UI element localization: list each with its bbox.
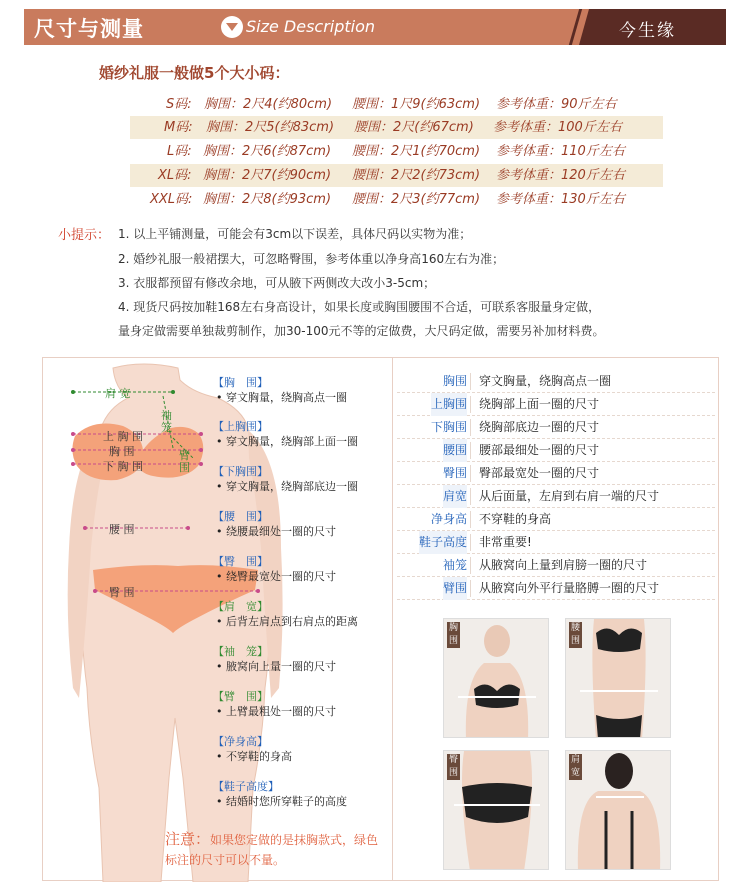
- figure-label-bust: 胸 围: [109, 445, 135, 458]
- glossary-term: 胸围: [442, 374, 467, 388]
- glossary-row: [397, 462, 715, 485]
- glossary-def: 不穿鞋的身高: [479, 512, 552, 526]
- photo-tag: 肩宽: [570, 755, 580, 778]
- size-waist: 腰围：1尺9(约63cm): [352, 97, 481, 112]
- figure-label-sleeve: 袖 笼: [161, 409, 172, 434]
- glossary-def: 从后面量，左肩到右肩一端的尺寸: [479, 489, 660, 503]
- size-code: S码:: [166, 97, 192, 112]
- legend-term: 【袖 笼】: [213, 645, 268, 658]
- divider: [470, 442, 471, 459]
- size-code: XXL码:: [150, 192, 193, 207]
- legend-desc: • 绕腰最细处一圈的尺寸: [216, 525, 336, 538]
- glossary-def: 绕胸部上面一圈的尺寸: [479, 397, 600, 411]
- tip-item: 4. 现货尺码按加鞋168左右身高设计，如果长度或胸围腰围不合适，可联系客服量身定做，: [118, 300, 601, 314]
- figure-label-under-bust: 下 胸 围: [103, 460, 143, 473]
- legend-desc: • 结婚时您所穿鞋子的高度: [216, 795, 347, 808]
- glossary-term: 臂围: [443, 577, 467, 600]
- glossary-def: 从腋窝向上量到肩膀一圈的尺寸: [479, 558, 648, 572]
- legend-term: 【胸 围】: [213, 376, 268, 389]
- tip-item: 2. 婚纱礼服一般裙摆大，可忽略臀围，参考体重以净身高160左右为准；: [118, 252, 505, 266]
- legend-desc: • 穿文胸量，绕胸高点一圈: [216, 391, 347, 404]
- size-weight: 参考体重：130斤左右: [496, 192, 625, 207]
- tips-label: 小提示：: [58, 228, 111, 243]
- legend-term: 【臀 围】: [213, 555, 268, 568]
- divider: [470, 488, 471, 505]
- legend-desc: • 穿文胸量，绕胸部上面一圈: [216, 435, 358, 448]
- glossary-term: 下胸围: [430, 420, 467, 434]
- glossary-row: [397, 370, 715, 393]
- tip-item: 1. 以上平铺测量，可能会有3cm以下误差，具体尺码以实物为准；: [118, 227, 472, 241]
- size-weight: 参考体重：120斤左右: [496, 168, 625, 183]
- figure-label-shoulder: 肩 宽: [105, 387, 131, 400]
- figure-label-hip: 臀 围: [109, 586, 135, 599]
- size-waist: 腰围：2尺(约67cm): [354, 120, 474, 135]
- note-body: 如果您定做的是抹胸款式，绿色标注的尺寸可以不量。: [165, 833, 379, 867]
- divider: [470, 373, 471, 390]
- size-bust: 胸围：2尺6(约87cm): [203, 144, 332, 159]
- size-bust: 胸围：2尺8(约93cm): [203, 192, 332, 207]
- divider: [470, 580, 471, 597]
- glossary-def: 腰部最细处一圈的尺寸: [479, 443, 600, 457]
- size-waist: 腰围：2尺2(约73cm): [352, 168, 481, 183]
- glossary-row: [397, 577, 715, 600]
- size-bust: 胸围：2尺7(约90cm): [203, 168, 332, 183]
- size-waist: 腰围：2尺3(约77cm): [352, 192, 481, 207]
- sizes-title: 婚纱礼服一般做5个大小码：: [99, 64, 290, 82]
- measure-photo-bust: [443, 618, 549, 738]
- glossary-term: 净身高: [430, 512, 467, 526]
- header-title: 尺寸与测量: [34, 17, 144, 41]
- legend-desc: • 上臂最粗处一圈的尺寸: [216, 705, 336, 718]
- legend-term: 【上胸围】: [213, 420, 268, 433]
- legend-desc: • 后背左肩点到右肩点的距离: [216, 615, 358, 628]
- glossary-def: 穿文胸量，绕胸高点一圈: [479, 374, 612, 388]
- glossary-row: [397, 508, 715, 531]
- size-weight: 参考体重：110斤左右: [496, 144, 625, 159]
- glossary-term: 鞋子高度: [419, 531, 467, 554]
- measure-photo-hip: [443, 750, 549, 870]
- photo-tag: 胸围: [448, 623, 458, 646]
- legend-term: 【肩 宽】: [213, 600, 268, 613]
- tip-item: 3. 衣服都预留有修改余地，可从腋下两侧改大改小3-5cm；: [118, 276, 436, 290]
- figure-label-arm: 臂 围: [179, 449, 190, 474]
- glossary-term: 上胸围: [431, 393, 467, 416]
- glossary-def: 绕胸部底边一圈的尺寸: [479, 420, 600, 434]
- brand-block: [589, 9, 726, 45]
- size-weight: 参考体重：90斤左右: [496, 97, 617, 112]
- glossary-row: [397, 416, 715, 439]
- legend-desc: • 腋窝向上量一圈的尺寸: [216, 660, 336, 673]
- divider: [470, 511, 471, 528]
- size-row: [130, 116, 663, 139]
- header-banner: [24, 9, 726, 45]
- header-subtitle: Size Description: [246, 17, 376, 36]
- tip-item: 量身定做需要单独裁剪制作，加30-100元不等的定做费，大尺码定做，需要另补加材料费。: [118, 324, 605, 338]
- size-weight: 参考体重：100斤左右: [493, 120, 622, 135]
- legend-desc: • 绕臀最宽处一圈的尺寸: [216, 570, 336, 583]
- glossary-term: 腰围: [443, 439, 467, 462]
- photo-tag: 腰围: [570, 623, 580, 646]
- legend-desc: • 穿文胸量，绕胸部底边一圈: [216, 480, 358, 493]
- chevron-down-icon: [221, 16, 243, 38]
- size-row: [130, 188, 663, 211]
- size-row: [130, 140, 663, 163]
- glossary-def: 非常重要!: [479, 535, 532, 549]
- glossary-def: 从腋窝向外平行量胳膊一圈的尺寸: [479, 581, 660, 595]
- measure-photo-shoulder: [565, 750, 671, 870]
- glossary-def: 臀部最宽处一圈的尺寸: [479, 466, 600, 480]
- brand-name: 今生缘: [619, 21, 676, 41]
- measure-photo-waist: [565, 618, 671, 738]
- photo-tag: 臀围: [448, 755, 458, 778]
- glossary-row: [397, 531, 715, 554]
- divider: [470, 534, 471, 551]
- glossary-row: [397, 393, 715, 416]
- divider: [470, 419, 471, 436]
- size-bust: 胸围：2尺4(约80cm): [204, 97, 333, 112]
- size-waist: 腰围：2尺1(约70cm): [352, 144, 481, 159]
- glossary-term: 袖笼: [442, 558, 467, 572]
- legend-term: 【腰 围】: [213, 510, 268, 523]
- note-head: 注意：: [165, 830, 211, 848]
- figure-label-waist: 腰 围: [109, 523, 135, 536]
- legend-term: 【鞋子高度】: [213, 780, 279, 793]
- legend-term: 【下胸围】: [213, 465, 268, 478]
- size-row: [130, 164, 663, 187]
- divider: [470, 396, 471, 413]
- legend-term: 【臂 围】: [213, 690, 268, 703]
- size-row: [130, 93, 663, 116]
- glossary-term: 肩宽: [443, 485, 467, 508]
- size-code: XL码:: [158, 168, 192, 183]
- size-bust: 胸围：2尺5(约83cm): [206, 120, 335, 135]
- note-text: [165, 829, 390, 870]
- divider: [470, 557, 471, 574]
- glossary-term: 臀围: [442, 466, 467, 480]
- size-code: M码:: [164, 120, 193, 135]
- legend-desc: • 不穿鞋的身高: [216, 750, 292, 763]
- glossary-row: [397, 554, 715, 577]
- glossary-row: [397, 439, 715, 462]
- size-code: L码:: [167, 144, 192, 159]
- divider: [470, 465, 471, 482]
- figure-label-upper-bust: 上 胸 围: [103, 430, 143, 443]
- legend-term: 【净身高】: [213, 735, 268, 748]
- glossary-row: [397, 485, 715, 508]
